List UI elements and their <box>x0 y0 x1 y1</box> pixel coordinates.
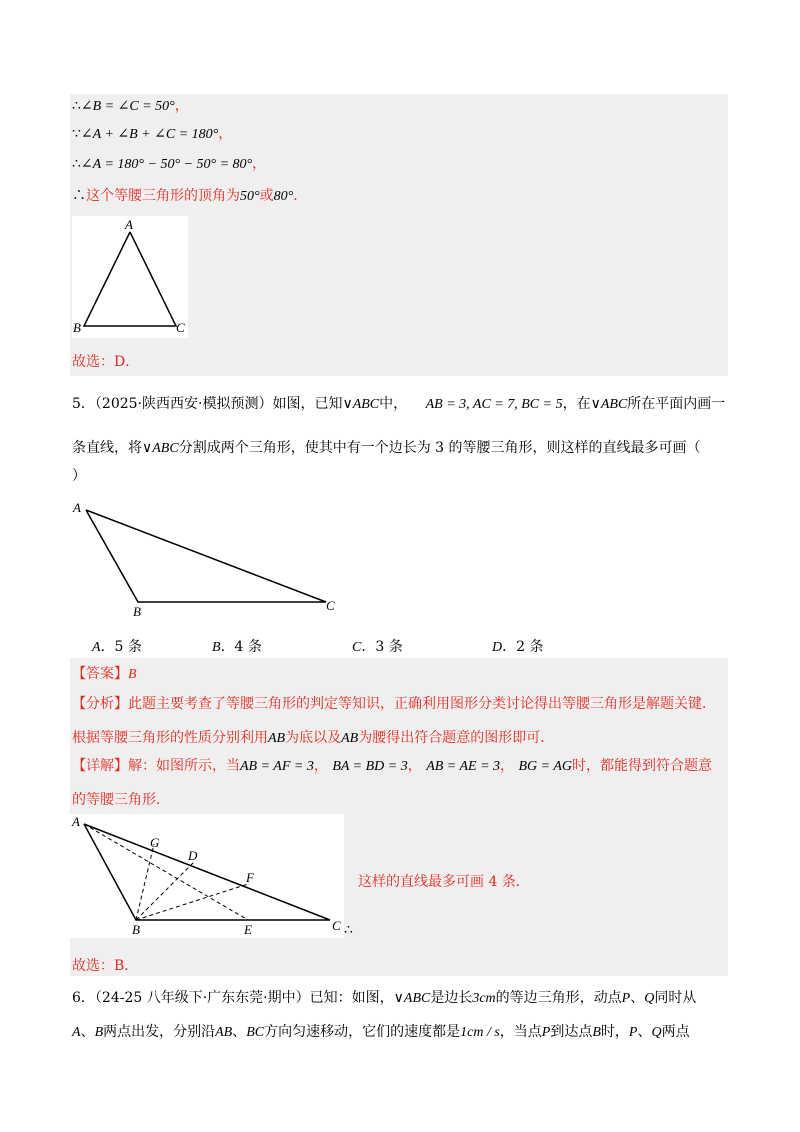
solution-line-1: ∴∠B = ∠C = 50°， <box>72 98 189 114</box>
detail-q5-line-2: 的等腰三角形． <box>72 792 170 808</box>
point-label-e: E <box>244 922 252 937</box>
question5-triangle-figure <box>70 498 350 620</box>
therefore-mark: ∴ <box>344 922 353 938</box>
choice-b[interactable]: B．4 条 <box>212 639 262 655</box>
point-label-d: D <box>188 848 198 863</box>
answer-label-q5: 【答案】B <box>72 666 137 682</box>
answer-q5: 故选：B． <box>72 958 139 974</box>
choice-c[interactable]: C．3 条 <box>352 639 403 655</box>
choice-d[interactable]: D．2 条 <box>492 639 544 655</box>
point-label-c: C <box>332 918 341 933</box>
vertex-label-a: A <box>125 217 133 232</box>
solution5-figure <box>70 814 360 938</box>
vertex-label-a: A <box>73 500 81 515</box>
analysis-q5: 【分析】此题主要考查了等腰三角形的判定等知识，正确利用图形分类讨论得出等腰三角形是解题关键． <box>72 696 716 712</box>
question6-line-2: A、B两点出发，分别沿AB、BC方向匀速移动，它们的速度都是1cm / s，当点P到达点B时，P、Q两点 <box>72 1024 690 1040</box>
vertex-label-c: C <box>176 320 185 335</box>
question5-line-2: 条直线，将∨ABC分割成两个三角形，使其中有一个边长为 3 的等腰三角形，则这样的直线最多可画（ <box>72 440 701 456</box>
point-label-a: A <box>72 814 80 829</box>
detail-q5: 【详解】解：如图所示，当AB = AF = 3， BA = BD = 3， AB = AE = 3， BG = AG时，都能得到符合题意 <box>72 758 713 774</box>
solution-line-3: ∴∠A = 180° − 50° − 50° = 80°， <box>72 156 267 172</box>
question6-line-1: 6．（24-25 八年级下·广东东莞·期中）已知：如图，∨ABC是边长3cm的等边三角形，动点P、Q同时从 <box>72 990 697 1006</box>
choice-a[interactable]: A．5 条 <box>92 639 142 655</box>
vertex-label-b: B <box>133 604 141 619</box>
analysis-q5-line-2: 根据等腰三角形的性质分别利用AB为底以及AB为腰得出符合题意的图形即可． <box>72 730 555 746</box>
point-label-b: B <box>132 922 140 937</box>
solution-line-2: ∵∠A + ∠B + ∠C = 180°， <box>72 126 233 142</box>
isosceles-triangle-figure <box>72 216 188 338</box>
vertex-label-b: B <box>73 320 81 335</box>
question5-line-3: ） <box>72 468 86 484</box>
vertex-label-c: C <box>326 598 335 613</box>
point-label-g: G <box>150 835 160 850</box>
point-label-f: F <box>246 870 254 885</box>
figure-note-q5: 这样的直线最多可画 4 条． <box>358 874 530 890</box>
solution-line-4: ∴这个等腰三角形的顶角为50°或80°． <box>72 188 308 204</box>
question5-line-1: 5．（2025·陕西西安·模拟预测）如图，已知∨ABC中， AB = 3, AC = 7, BC = 5，在∨ABC所在平面内画一 <box>72 396 726 412</box>
answer-top: 故选：D． <box>72 354 140 370</box>
